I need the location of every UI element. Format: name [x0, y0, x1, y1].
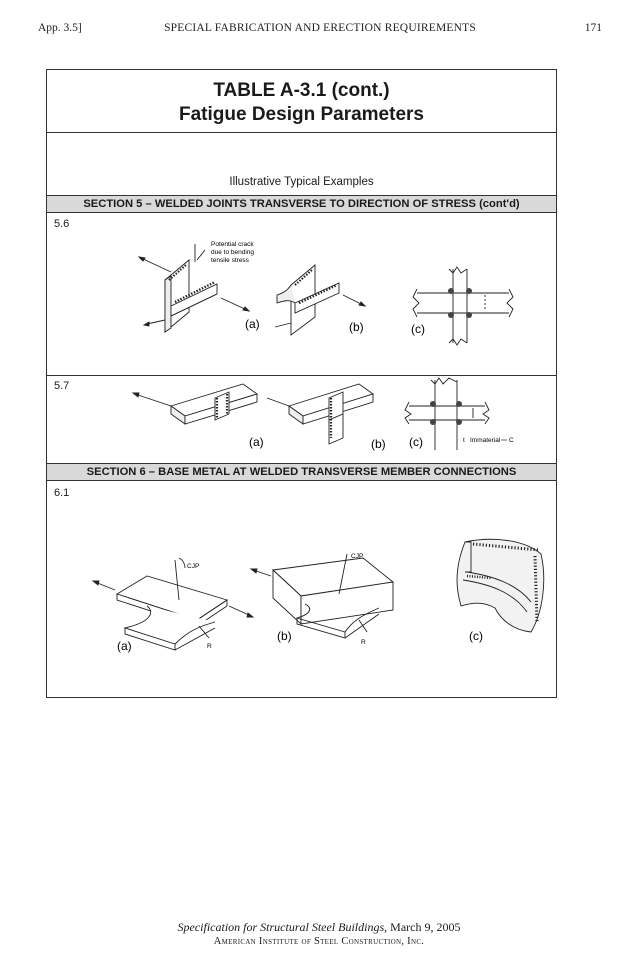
- radius-label: R: [207, 643, 212, 650]
- footer-date: March 9, 2005: [387, 920, 461, 934]
- footer-publisher: American Institute of Steel Construction, Inc.: [213, 936, 425, 947]
- figure-label: (b): [349, 320, 364, 334]
- figure-5-6-a: [135, 240, 260, 335]
- cjp-label: CJP: [351, 553, 364, 560]
- figure-6-1-b: [251, 548, 401, 652]
- figure-5-7-c: [403, 376, 529, 454]
- running-header: [38, 22, 602, 40]
- figure-5-7-b: [263, 376, 389, 456]
- section-6-heading: SECTION 6 – BASE METAL AT WELDED TRANSVERSE MEMBER CONNECTIONS: [47, 463, 556, 481]
- figure-label: (c): [411, 322, 425, 336]
- immaterial-note: Immaterial: [470, 437, 501, 444]
- figure-5-7-a: [131, 376, 263, 454]
- table-subtitle: Fatigue Design Parameters: [179, 104, 424, 125]
- page-number: 171: [584, 22, 602, 34]
- figure-label: (c): [409, 435, 423, 449]
- figure-5-6-c: [409, 265, 517, 350]
- figure-label: (a): [117, 639, 132, 653]
- crack-note-line-2: due to bending: [211, 249, 255, 256]
- section-5-heading: SECTION 5 – WELDED JOINTS TRANSVERSE TO DIRECTION OF STRESS (cont'd): [47, 195, 556, 213]
- figure-6-1-c: [393, 532, 547, 643]
- figure-label: (b): [277, 629, 292, 643]
- radius-label: R: [361, 639, 366, 646]
- crack-note-line-3: tensile stress: [211, 257, 249, 264]
- fatigue-table: [46, 69, 557, 698]
- figure-5-6-b: [269, 255, 369, 335]
- footer-spec-line: [0, 920, 638, 935]
- figure-label: (c): [469, 629, 483, 643]
- dimension-c: C: [509, 437, 514, 444]
- figure-6-1-a: [91, 556, 259, 656]
- row-number-6-1: 6.1: [54, 487, 70, 499]
- row-number-5-6: 5.6: [54, 218, 70, 230]
- footer-spec-title: Specification for Structural Steel Buildings,: [177, 920, 388, 934]
- section-reference: App. 3.5]: [38, 22, 82, 34]
- running-title: SPECIAL FABRICATION AND ERECTION REQUIREMENTS: [164, 22, 476, 34]
- cjp-label: CJP: [187, 563, 200, 570]
- thickness-symbol: t: [463, 437, 465, 444]
- row-number-5-7: 5.7: [54, 380, 70, 392]
- crack-note-line-1: Potential crack: [211, 241, 254, 248]
- column-heading: Illustrative Typical Examples: [229, 176, 374, 188]
- figure-label: (a): [245, 317, 260, 331]
- figure-label: (b): [371, 437, 386, 451]
- figure-label: (a): [249, 435, 264, 449]
- table-title-block: [47, 70, 556, 133]
- table-title: TABLE A-3.1 (cont.): [213, 80, 390, 101]
